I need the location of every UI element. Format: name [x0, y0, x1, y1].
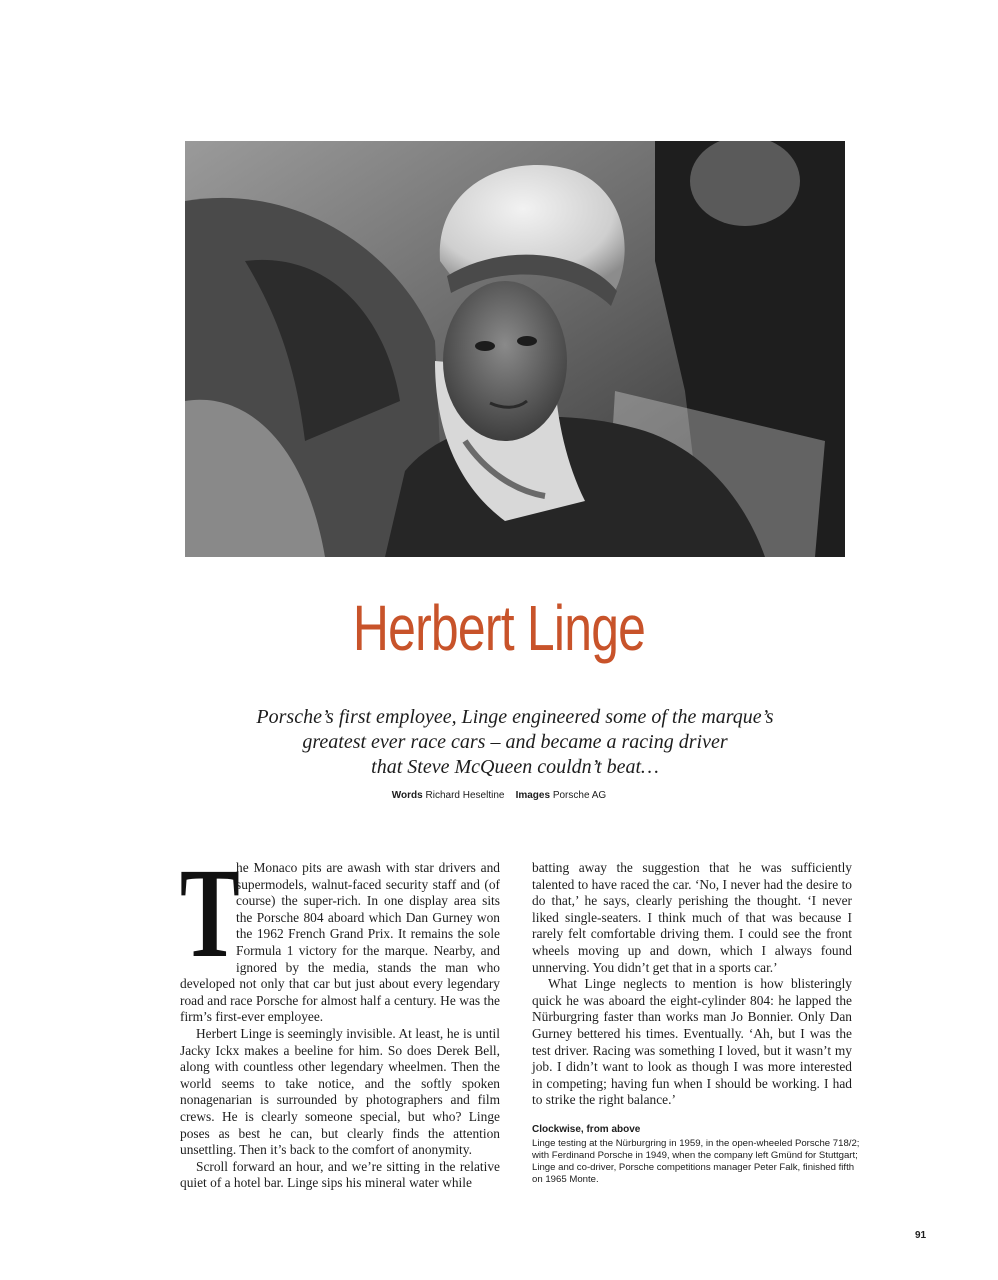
credits: [0, 790, 998, 801]
body-paragraph-4: batting away the suggestion that he was sufficiently talented to have raced the car. ‘No, I never had the desire to do that,’ he says, clearly perishing the thought. ‘I never liked single-seaters. I think much of that was because I rarely felt comfortable driving them. I could see the front wheels moving up and down, which I always found unnerving. You didn’t get that in a sports car.’: [532, 860, 852, 975]
body-column-left: [180, 842, 500, 1192]
caption-heading: Clockwise, from above: [532, 1124, 641, 1135]
body-paragraph-3: Scroll forward an hour, and we’re sitting in the relative quiet of a hotel bar. Linge sips his mineral water while: [180, 1158, 500, 1191]
page-number: 91: [915, 1230, 927, 1241]
standfirst: [200, 705, 830, 780]
body-paragraph-1: [180, 842, 500, 1026]
standfirst-line-3: that Steve McQueen couldn’t beat…: [371, 756, 659, 778]
caption-text: Linge testing at the Nürburgring in 1959, in the open-wheeled Porsche 718/2; with Ferdinand Porsche in 1949, when the company left Gmünd for Stuttgart; Linge and co-driver, Porsche competitions manager Peter Falk, finished fifth on 1965 Monte.: [532, 1138, 860, 1185]
article-title: Herbert Linge: [352, 592, 646, 664]
body-paragraph-2: Herbert Linge is seemingly invisible. At least, he is until Jacky Ickx makes a beeline for him. So does Derek Bell, along with countless other legendary wheelmen. Then the world seems to take notice, and the softly spoken nonagenarian is surrounded by photographers and film crews. He is clearly someone special, but who? Linge poses as best he can, but clearly finds the attention unsettling. Then it’s back to the comfort of anonymity.: [180, 1025, 500, 1158]
images-label: Images: [515, 790, 551, 801]
standfirst-line-2: greatest ever race cars – and became a racing driver: [302, 731, 728, 753]
photo-caption: [532, 1124, 862, 1186]
words-label: Words: [391, 790, 423, 801]
body-column-right: [532, 860, 852, 1109]
body-paragraph-1-text: he Monaco pits are awash with star drivers and supermodels, walnut-faced security staff and (of course) the super-rich. In one display area sits the Porsche 804 aboard which Dan Gurney won the 1962 French Grand Prix. It remains the sole Formula 1 victory for the marque. Nearby, and ignored by the media, stands the man who developed not only that car but just about every legendary road and race Porsche for almost half a century. He was the firm’s first-ever employee.: [180, 860, 500, 1025]
hero-photo: [185, 141, 845, 557]
drop-cap: T: [180, 842, 240, 984]
driver-in-helmet-image: [185, 141, 845, 557]
images-credit: Porsche AG: [552, 790, 607, 801]
body-paragraph-5: What Linge neglects to mention is how blisteringly quick he was aboard the eight-cylinder 804: he lapped the Nürburgring faster than works man Jo Bonnier. Only Dan Gurney bettered his times. Eventually. ‘Ah, but I was the test driver. Racing was something I loved, but it wasn’t my job. I didn’t want to look as though I was more interested in competing; having fun when I should be working. I had to strike the right balance.’: [532, 976, 852, 1108]
words-author: Richard Heseltine: [425, 790, 505, 801]
standfirst-line-1: Porsche’s first employee, Linge engineered some of the marque’s: [256, 706, 774, 728]
